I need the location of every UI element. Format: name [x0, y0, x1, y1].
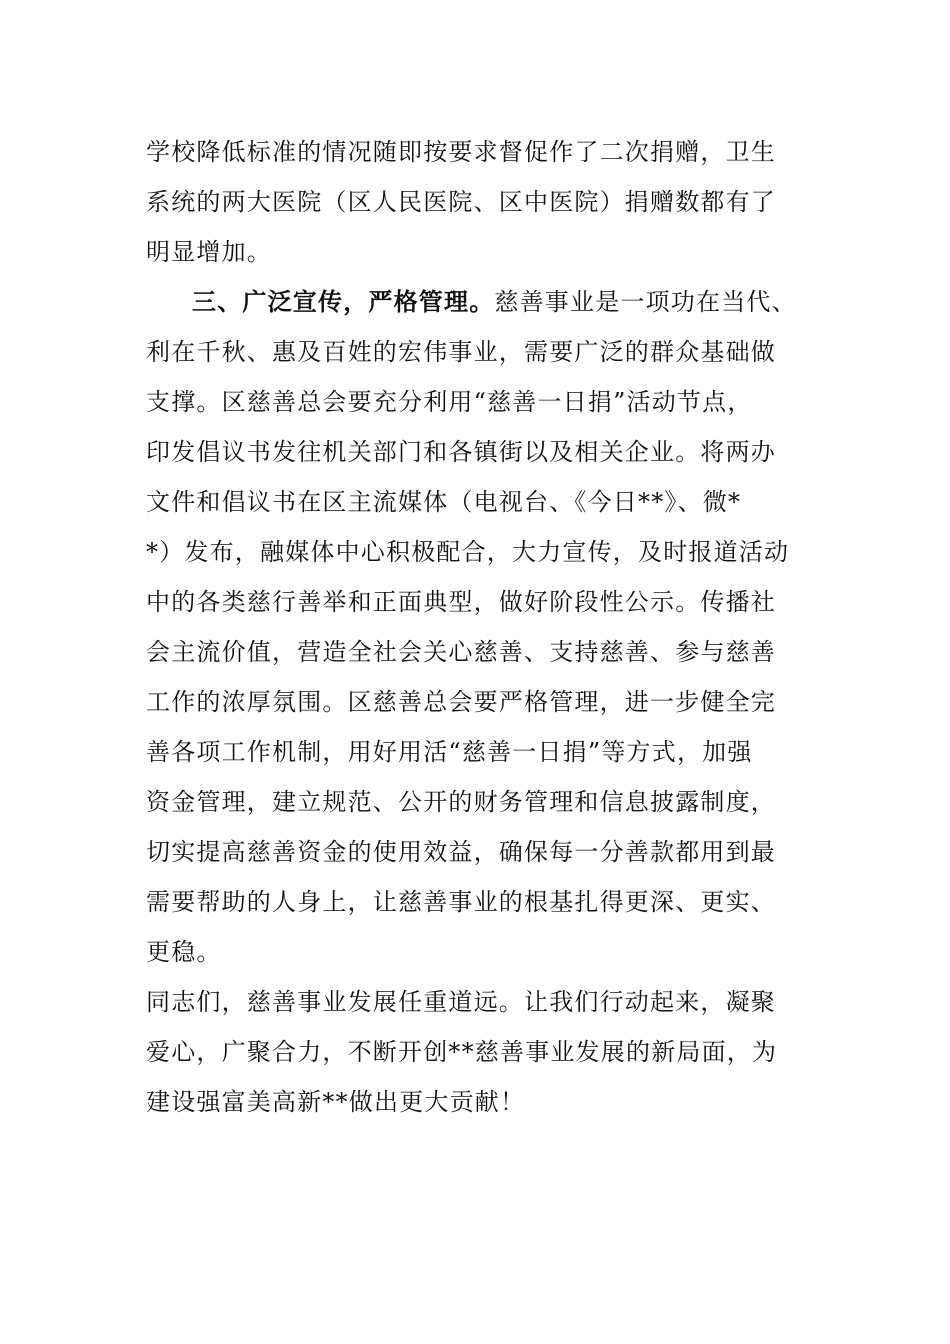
- paragraph-donation-results: [146, 127, 806, 277]
- section-first-line: [146, 277, 806, 327]
- text-line: 会主流价值，营造全社会关心慈善、支持慈善、参与慈善: [146, 638, 776, 666]
- text-segment: 慈善事业是一项功在当代、: [494, 288, 797, 316]
- text-line: 文件和倡议书在区主流媒体（电视台、《今日**》、微*: [146, 488, 742, 516]
- text-line: 善各项工作机制，用好用活“慈善一日捐”等方式，加强: [146, 738, 753, 766]
- text-line: 建设强富美高新**做出更大贡献！: [146, 1088, 526, 1116]
- text-line: 工作的浓厚氛围。区慈善总会要严格管理，进一步健全完: [146, 688, 776, 716]
- text-line: 印发倡议书发往机关部门和各镇街以及相关企业。将两办: [146, 438, 776, 466]
- text-line: 学校降低标准的情况随即按要求督促作了二次捐赠，卫生: [146, 138, 776, 166]
- text-line: 爱心，广聚合力，不断开创**慈善事业发展的新局面，为: [146, 1038, 778, 1066]
- text-line: 支撑。区慈善总会要充分利用“慈善一日捐”活动节点，: [146, 388, 753, 416]
- text-line: *）发布，融媒体中心积极配合，大力宣传，及时报道活动: [146, 538, 790, 566]
- text-line: 切实提高慈善资金的使用效益，确保每一分善款都用到最: [146, 838, 776, 866]
- text-line: 需要帮助的人身上，让慈善事业的根基扎得更深、更实、: [146, 888, 776, 916]
- paragraph-publicity-management: [146, 277, 806, 977]
- text-line: 资金管理，建立规范、公开的财务管理和信息披露制度，: [146, 788, 776, 816]
- text-line: 利在千秋、惠及百姓的宏伟事业，需要广泛的群众基础做: [146, 338, 776, 366]
- text-line: 中的各类慈行善举和正面典型，做好阶段性公示。传播社: [146, 588, 776, 616]
- text-line: 更稳。: [146, 938, 222, 966]
- text-line: 系统的两大医院（区人民医院、区中医院）捐赠数都有了: [146, 188, 776, 216]
- paragraph-closing: [146, 977, 806, 1127]
- text-line: 同志们，慈善事业发展任重道远。让我们行动起来，凝聚: [146, 988, 776, 1016]
- text-line: 明显增加。: [146, 238, 272, 266]
- section-heading: 三、广泛宣传，严格管理。: [192, 288, 495, 316]
